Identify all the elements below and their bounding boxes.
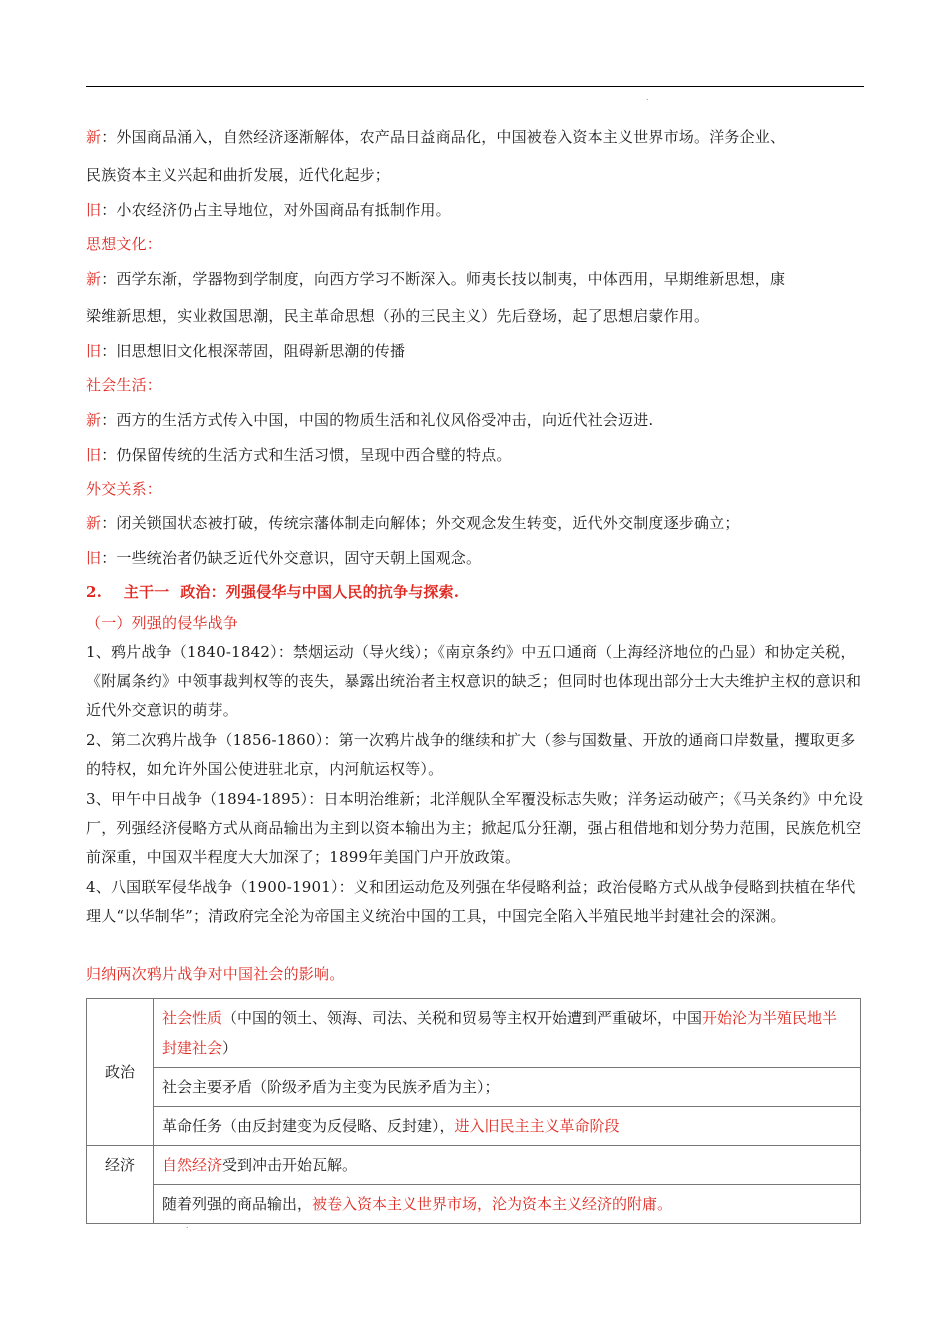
header-rule xyxy=(86,86,864,87)
thought-heading: 思想文化： xyxy=(86,235,163,253)
text: 社会性质 xyxy=(162,1009,223,1027)
table-cell xyxy=(154,1107,861,1146)
text: 进入旧民主主义革命阶段 xyxy=(454,1117,620,1135)
economy-label: 经济 xyxy=(87,1146,154,1224)
foreign-new-line xyxy=(86,510,866,536)
text: 被卷入资本主义世界市场，沦为资本主义经济的附庸。 xyxy=(312,1195,673,1213)
social-old-line xyxy=(86,442,866,468)
text: ：闭关锁国状态被打破，传统宗藩体制走向解体；外交观念发生转变，近代外交制度逐步确立； xyxy=(101,514,740,532)
subsection-heading: （一）列强的侵华战争 xyxy=(86,614,239,632)
text: ：西学东渐，学器物到学制度，向西方学习不断深入。师夷长技以制夷，中体西用，早期维新思想，康 xyxy=(101,270,786,288)
thought-new-line-1 xyxy=(86,266,866,292)
text: ：小农经济仍占主导地位，对外国商品有抵制作用。 xyxy=(101,201,451,219)
politics-label: 政治 xyxy=(87,999,154,1146)
table-row xyxy=(87,999,861,1068)
table-row xyxy=(87,1146,861,1185)
text: ：旧思想旧文化根深蒂固，阻碍新思潮的传播 xyxy=(101,342,406,360)
foreign-old-line xyxy=(86,545,866,571)
text: 革命任务（由反封建变为反侵略、反封建）， xyxy=(162,1117,455,1135)
table-row xyxy=(87,1185,861,1224)
table-row xyxy=(87,1068,861,1107)
war-item-4: 4、八国联军侵华战争（1900-1901）：义和团运动危及列强在华侵略利益；政治侵略方式从战争侵略到扶植在华代理人“以华制华”；清政府完全沦为帝国主义统治中国的工具，中国完全陷入半殖民地半封建社会的深渊。 xyxy=(86,878,856,925)
text: ） xyxy=(222,1039,238,1057)
text: （中国的领土、领海、司法、关税和贸易等主权开始遭到严重破坏，中国 xyxy=(222,1009,703,1027)
table-cell xyxy=(154,1146,861,1185)
text: 受到冲击开始瓦解。 xyxy=(222,1156,358,1174)
new-tag: 新 xyxy=(86,270,102,288)
war-item-3: 3、甲午中日战争（1894-1895）：日本明治维新；北洋舰队全军覆没标志失败；洋务运动破产；《马关条约》中允设厂，列强经济侵略方式从商品输出为主到以资本输出为主；掀起瓜分狂潮，强占租借地和划分势力范围，民族危机空前深重，中国双半程度大大加深了；1899年美国门户开放政策。 xyxy=(86,790,864,866)
new-tag: 新 xyxy=(86,514,102,532)
table-cell: 社会主要矛盾（阶级矛盾为主变为民族矛盾为主）； xyxy=(154,1068,861,1107)
old-tag: 旧 xyxy=(86,342,102,360)
text: 自然经济 xyxy=(162,1156,223,1174)
econ-new-line-2: 民族资本主义兴起和曲折发展，近代化起步； xyxy=(86,166,391,184)
text: ：西方的生活方式传入中国，中国的物质生活和礼仪风俗受冲击，向近代社会迈进. xyxy=(101,411,654,429)
table-row xyxy=(87,1107,861,1146)
table-cell xyxy=(154,999,861,1068)
war-item-2: 2、第二次鸦片战争（1856-1860）：第一次鸦片战争的继续和扩大（参与国数量、开放的通商口岸数量，攫取更多的特权，如允许外国公使进驻北京，内河航运权等）。 xyxy=(86,731,856,778)
new-tag: 新 xyxy=(86,128,102,146)
econ-new-line-1 xyxy=(86,124,866,150)
text: 开始沦为半殖民地半封建社会 xyxy=(162,1009,838,1057)
new-tag: 新 xyxy=(86,411,102,429)
section-heading: 2. 主干一 政治：列强侵华与中国人民的抗争与探索. xyxy=(86,583,460,601)
table-cell xyxy=(154,1185,861,1224)
old-tag: 旧 xyxy=(86,446,102,464)
dot-mark: . xyxy=(186,1221,189,1230)
social-new-line xyxy=(86,407,866,433)
text: ：仍保留传统的生活方式和生活习惯，呈现中西合璧的特点。 xyxy=(101,446,512,464)
impact-table xyxy=(86,998,861,1224)
war-item-1: 1、鸦片战争（1840-1842）：禁烟运动（导火线）；《南京条约》中五口通商（上海经济地位的凸显）和协定关税，《附属条约》中领事裁判权等的丧失，暴露出统治者主权意识的缺乏；但同时也体现出部分士大夫维护主权的意识和近代外交意识的萌芽。 xyxy=(86,643,862,719)
thought-new-line-2: 梁维新思想，实业救国思潮，民主革命思想（孙的三民主义）先后登场，起了思想启蒙作用。 xyxy=(86,307,710,325)
text: 随着列强的商品输出， xyxy=(162,1195,313,1213)
old-tag: 旧 xyxy=(86,549,102,567)
dot-mark: . xyxy=(646,93,649,102)
summary-heading: 归纳两次鸦片战争对中国社会的影响。 xyxy=(86,965,345,983)
econ-old-line xyxy=(86,197,866,223)
thought-old-line xyxy=(86,338,866,364)
old-tag: 旧 xyxy=(86,201,102,219)
social-heading: 社会生活： xyxy=(86,376,163,394)
foreign-heading: 外交关系： xyxy=(86,480,163,498)
text: ：外国商品涌入，自然经济逐渐解体，农产品日益商品化，中国被卷入资本主义世界市场。洋务企业、 xyxy=(101,128,786,146)
text: ：一些统治者仍缺乏近代外交意识，固守天朝上国观念。 xyxy=(101,549,482,567)
